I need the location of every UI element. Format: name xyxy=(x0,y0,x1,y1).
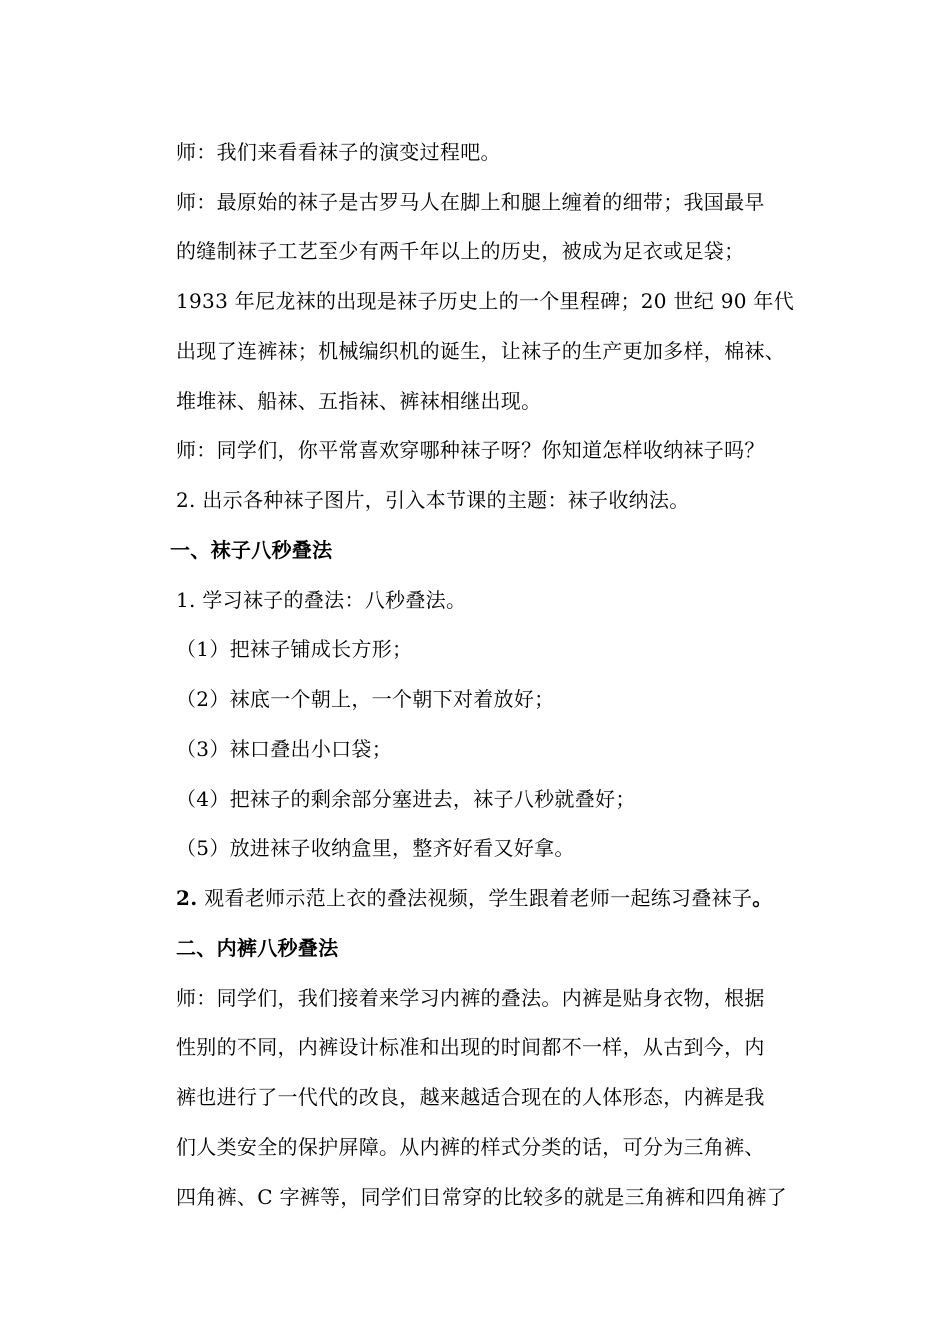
paragraph-line: 2. 出示各种袜子图片，引入本节课的主题：袜子收纳法。 xyxy=(176,488,690,512)
paragraph-line: 师：同学们，你平常喜欢穿哪种袜子呀？你知道怎样收纳袜子吗？ xyxy=(176,438,765,462)
substep: （1）把袜子铺成长方形； xyxy=(176,637,413,661)
paragraph-line: 四角裤、C 字裤等，同学们日常穿的比较多的就是三角裤和四角裤了 xyxy=(176,1185,787,1209)
substep: （3）袜口叠出小口袋； xyxy=(176,737,393,761)
step-2-end: 。 xyxy=(752,886,773,910)
paragraph-line: 师：同学们，我们接着来学习内裤的叠法。内裤是贴身衣物，根据 xyxy=(176,986,765,1010)
paragraph-line: 出现了连裤袜；机械编织机的诞生，让袜子的生产更加多样，棉袜、 xyxy=(176,339,785,363)
paragraph-line: 堆堆袜、船袜、五指袜、裤袜相继出现。 xyxy=(176,389,542,413)
paragraph-line: 性别的不同，内裤设计标准和出现的时间都不一样，从古到今，内 xyxy=(176,1035,765,1059)
paragraph-line: 们人类安全的保护屏障。从内裤的样式分类的话，可分为三角裤、 xyxy=(176,1135,765,1159)
step-1: 1. 学习袜子的叠法：八秒叠法。 xyxy=(176,588,467,612)
section-heading-underwear: 二、内裤八秒叠法 xyxy=(176,936,339,960)
paragraph-line: 1933 年尼龙袜的出现是袜子历史上的一个里程碑；20 世纪 90 年代 xyxy=(176,289,795,313)
paragraph-line: 师：最原始的袜子是古罗马人在脚上和腿上缠着的细带；我国最早 xyxy=(176,190,765,214)
section-heading-socks: 一、袜子八秒叠法 xyxy=(170,538,333,562)
paragraph-line: 裤也进行了一代代的改良，越来越适合现在的人体形态，内裤是我 xyxy=(176,1085,765,1109)
substep: （4）把袜子的剩余部分塞进去，袜子八秒就叠好； xyxy=(176,787,636,811)
substep: （2）袜底一个朝上，一个朝下对着放好； xyxy=(176,687,555,711)
paragraph-line: 师：我们来看看袜子的演变过程吧。 xyxy=(176,140,501,164)
step-2-number: 2. xyxy=(176,886,198,910)
step-2 xyxy=(176,885,773,911)
step-2-text: 观看老师示范上衣的叠法视频，学生跟着老师一起练习叠袜子 xyxy=(197,886,753,910)
paragraph-line: 的缝制袜子工艺至少有两千年以上的历史，被成为足衣或足袋； xyxy=(176,239,745,263)
substep: （5）放进袜子收纳盒里，整齐好看又好拿。 xyxy=(176,836,575,860)
